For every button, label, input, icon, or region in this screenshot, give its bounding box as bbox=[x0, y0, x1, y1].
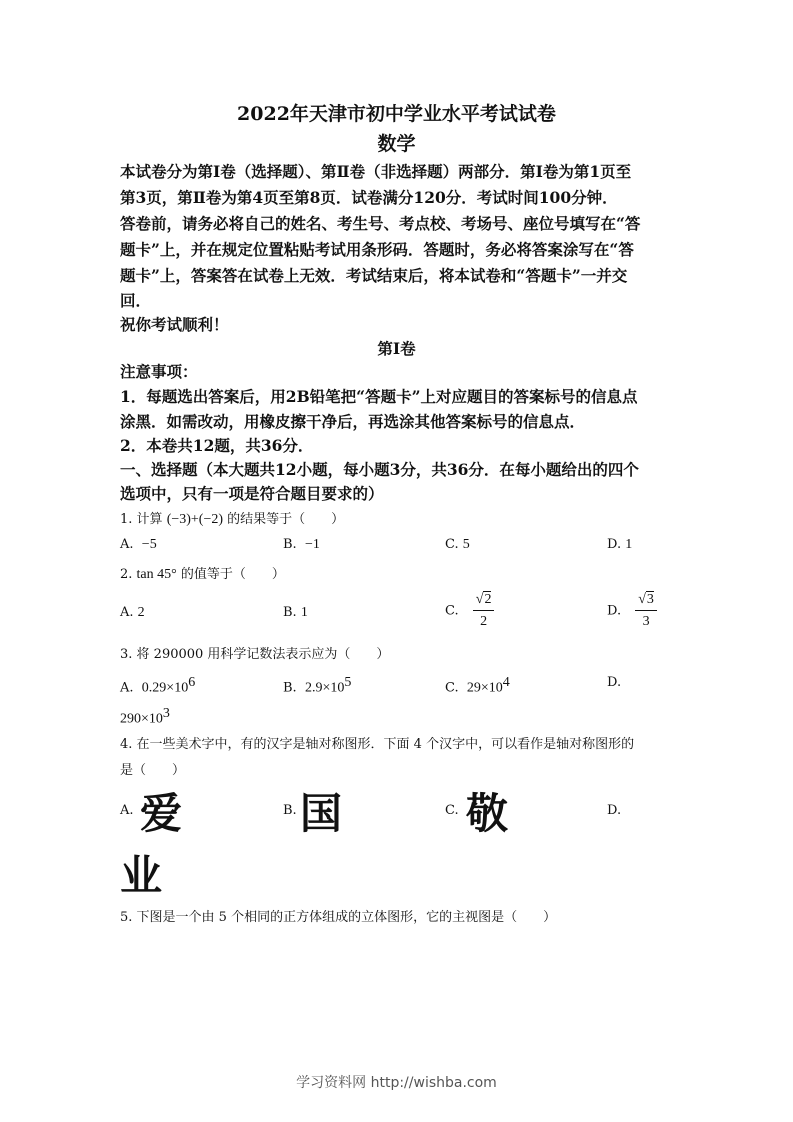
sqrt-sign: √ bbox=[638, 592, 646, 607]
q4-option-c-character: 敬 bbox=[466, 789, 509, 838]
option-value: 290×10 bbox=[120, 711, 163, 727]
fraction-numerator: 3 bbox=[646, 592, 654, 607]
intro-line-3: 答卷前，请务必将自己的姓名、考生号、考点校、考场号、座位号填写在“答 bbox=[120, 214, 641, 233]
intro-line-1: 本试卷分为第Ⅰ卷（选择题）、第Ⅱ卷（非选择题）两部分．第Ⅰ卷为第1页至 bbox=[120, 162, 632, 181]
question-1-suffix: 的结果等于（ ） bbox=[227, 512, 345, 527]
q1-option-b bbox=[283, 537, 320, 553]
option-value: 5 bbox=[462, 537, 470, 552]
option-label: A. bbox=[120, 537, 134, 552]
q2-option-d bbox=[607, 592, 657, 630]
q1-option-a bbox=[120, 537, 157, 553]
option-label: B. bbox=[283, 537, 297, 552]
q4-option-d-label: D. bbox=[607, 803, 622, 818]
q4-option-a-character: 爱 bbox=[140, 789, 183, 838]
fraction-sqrt3-over-3 bbox=[635, 592, 657, 630]
footer-watermark: 学习资料网 http://wishba.com bbox=[296, 1075, 497, 1091]
good-luck-text: 祝你考试顺利！ bbox=[120, 315, 229, 334]
option-value: 1 bbox=[625, 537, 633, 552]
option-label: C. bbox=[445, 603, 459, 619]
option-value: 0.29×10 bbox=[141, 680, 189, 696]
section-instructions-line-2: 选项中，只有一项是符合题目要求的） bbox=[120, 484, 384, 503]
fraction-denominator: 2 bbox=[480, 614, 488, 629]
question-4-line-2: 是（ ） bbox=[120, 763, 186, 778]
option-label: C. bbox=[445, 680, 459, 696]
intro-line-5: 题卡”上，答案答在试卷上无效．考试结束后，将本试卷和“答题卡”一并交 bbox=[120, 266, 628, 285]
q2-option-a bbox=[120, 605, 145, 621]
option-value: −1 bbox=[304, 537, 320, 552]
q3-option-d bbox=[120, 706, 170, 727]
exponent: 3 bbox=[162, 706, 170, 721]
question-2-suffix: 的值等于（ ） bbox=[180, 567, 285, 582]
question-3: 3. 将 290000 用科学记数法表示应为（ ） bbox=[120, 647, 390, 662]
section-title: 第Ⅰ卷 bbox=[377, 339, 416, 358]
subject-title: 数学 bbox=[377, 133, 416, 155]
exam-title: 2022年天津市初中学业水平考试试卷 bbox=[237, 103, 556, 125]
fraction-numerator: 2 bbox=[484, 592, 492, 607]
option-value: 1 bbox=[300, 605, 308, 620]
q1-option-d bbox=[607, 537, 632, 553]
option-label: A. bbox=[120, 605, 134, 620]
q3-option-d-label: D. bbox=[607, 675, 622, 690]
question-1-expression: (−3)+(−2) bbox=[166, 512, 224, 527]
q4-option-a-label: A. bbox=[120, 803, 134, 818]
intro-line-6: 回． bbox=[120, 291, 152, 310]
q4-option-b-label: B. bbox=[283, 803, 297, 818]
question-4-line-1: 4. 在一些美术字中，有的汉字是轴对称图形．下面 4 个汉字中，可以看作是轴对称图形的 bbox=[120, 737, 635, 752]
q4-option-d-character: 业 bbox=[120, 851, 163, 900]
exponent: 5 bbox=[344, 675, 352, 690]
option-value: 29×10 bbox=[466, 680, 503, 696]
q3-option-c bbox=[445, 675, 510, 696]
note-1-line-1: 1．每题选出答案后，用2B铅笔把“答题卡”上对应题目的答案标号的信息点 bbox=[120, 387, 638, 406]
option-label: D. bbox=[607, 603, 622, 619]
intro-line-4: 题卡”上，并在规定位置粘贴考试用条形码．答题时，务必将答案涂写在“答 bbox=[120, 240, 634, 259]
intro-line-2: 第3页，第Ⅱ卷为第4页至第8页．试卷满分120分．考试时间100分钟． bbox=[120, 188, 618, 207]
q3-option-a bbox=[120, 675, 195, 696]
notes-heading: 注意事项： bbox=[120, 362, 198, 381]
option-label: B. bbox=[283, 680, 297, 696]
fraction-sqrt2-over-2 bbox=[473, 592, 495, 630]
option-label: B. bbox=[283, 605, 297, 620]
option-label: D. bbox=[607, 537, 622, 552]
q2-option-c bbox=[445, 592, 494, 630]
question-1 bbox=[120, 508, 344, 528]
note-1-line-2: 涂黑．如需改动，用橡皮擦干净后，再选涂其他答案标号的信息点． bbox=[120, 412, 586, 431]
question-2-expression: tan 45° bbox=[136, 567, 177, 582]
sqrt-sign: √ bbox=[475, 592, 484, 607]
option-label: A. bbox=[120, 680, 134, 696]
question-5: 5. 下图是一个由 5 个相同的正方体组成的立体图形，它的主视图是（ ） bbox=[120, 910, 557, 925]
exponent: 6 bbox=[188, 675, 196, 690]
option-value: 2 bbox=[137, 605, 145, 620]
exponent: 4 bbox=[502, 675, 510, 690]
question-1-prefix: 1. 计算 bbox=[120, 512, 163, 527]
q3-option-b bbox=[283, 675, 351, 696]
question-2 bbox=[120, 563, 285, 583]
q4-option-c-label: C. bbox=[445, 803, 459, 818]
q1-option-c bbox=[445, 537, 470, 553]
option-label: C. bbox=[445, 537, 459, 552]
q2-option-b bbox=[283, 605, 308, 621]
q4-option-b-character: 国 bbox=[300, 789, 343, 838]
option-value: −5 bbox=[141, 537, 157, 552]
section-instructions-line-1: 一、选择题（本大题共12小题，每小题3分，共36分．在每小题给出的四个 bbox=[120, 460, 639, 479]
fraction-denominator: 3 bbox=[642, 614, 650, 629]
question-2-prefix: 2. bbox=[120, 567, 133, 582]
note-2: 2．本卷共12题，共36分． bbox=[120, 436, 314, 455]
option-value: 2.9×10 bbox=[304, 680, 345, 696]
